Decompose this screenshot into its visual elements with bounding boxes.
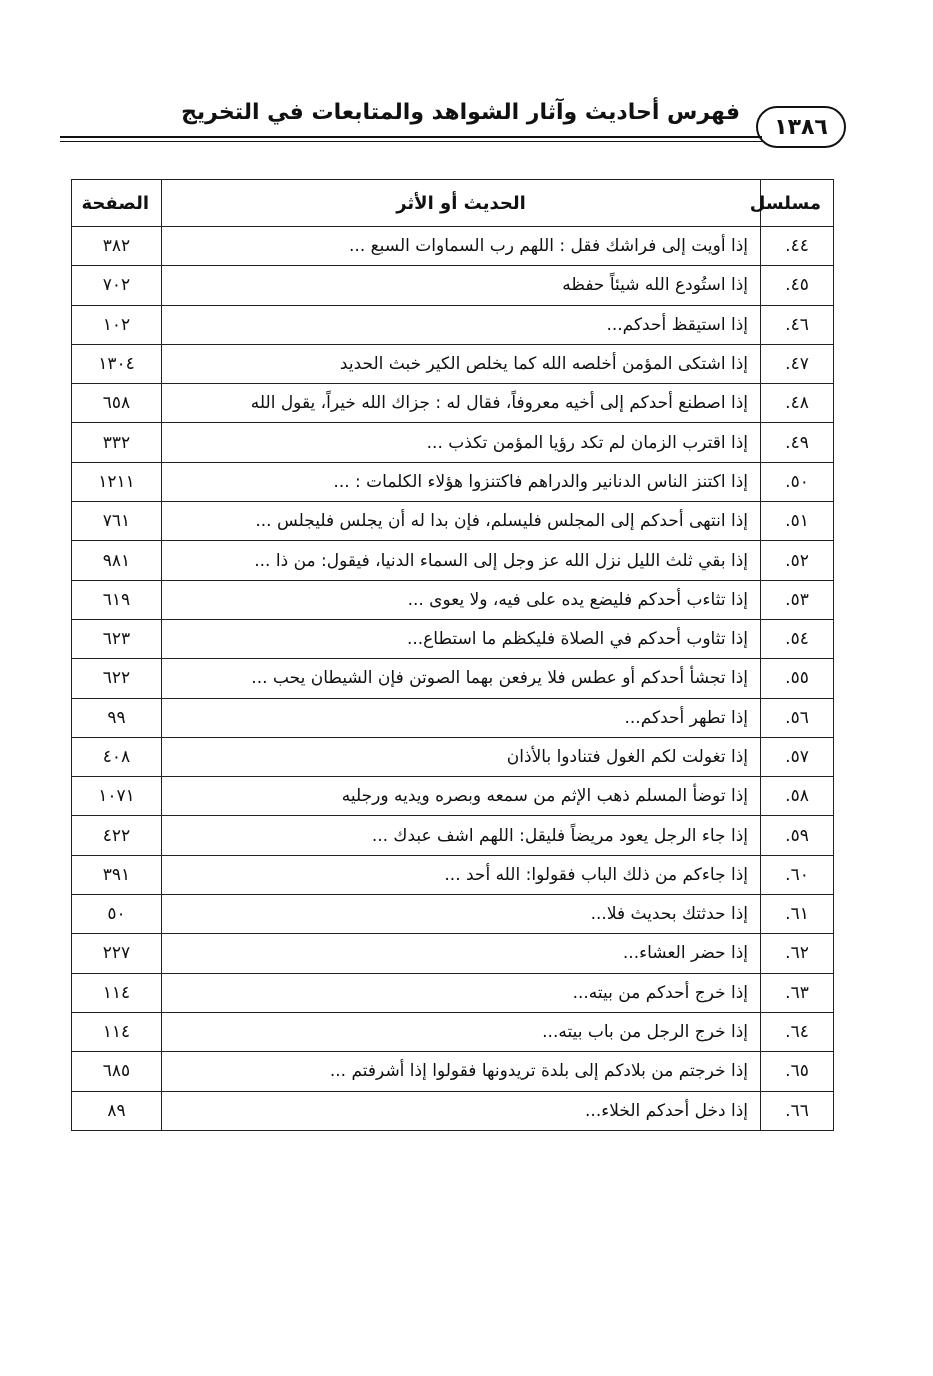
serial-cell: ٦٣.: [761, 973, 834, 1012]
table-row: [72, 266, 834, 305]
hadith-text-cell: إذا اصطنع أحدكم إلى أخيه معروفاً، فقال له : جزاك الله خيراً، يقول الله: [162, 384, 761, 423]
serial-cell: ٤٨.: [761, 384, 834, 423]
hadith-text-cell: إذا تثاءب أحدكم فليضع يده على فيه، ولا يعوى ...: [162, 580, 761, 619]
table-row: [72, 737, 834, 776]
serial-cell: ٥٦.: [761, 698, 834, 737]
serial-cell: ٥٥.: [761, 659, 834, 698]
page-cell: ٦٢٣: [72, 619, 162, 658]
serial-cell: ٤٧.: [761, 344, 834, 383]
table-row: [72, 1012, 834, 1051]
serial-cell: ٥٠.: [761, 462, 834, 501]
serial-cell: ٤٦.: [761, 305, 834, 344]
hadith-text-cell: إذا حدثتك بحديث فلا...: [162, 895, 761, 934]
serial-cell: ٦٥.: [761, 1052, 834, 1091]
serial-column-header: مسلسل: [761, 180, 834, 227]
serial-cell: ٥٨.: [761, 777, 834, 816]
table-row: [72, 659, 834, 698]
table-row: [72, 619, 834, 658]
text-column-header: الحديث أو الأثر: [162, 180, 761, 227]
page-cell: ٥٠: [72, 895, 162, 934]
hadith-text-cell: إذا اكتنز الناس الدنانير والدراهم فاكتنزوا هؤلاء الكلمات : ...: [162, 462, 761, 501]
serial-cell: ٦٤.: [761, 1012, 834, 1051]
page-cell: ١٣٠٤: [72, 344, 162, 383]
hadith-text-cell: إذا توضأ المسلم ذهب الإثم من سمعه وبصره ويديه ورجليه: [162, 777, 761, 816]
table-row: [72, 1091, 834, 1130]
hadith-text-cell: إذا دخل أحدكم الخلاء...: [162, 1091, 761, 1130]
page-cell: ٦٢٢: [72, 659, 162, 698]
table-row: [72, 462, 834, 501]
hadith-index-table: [71, 179, 834, 1131]
hadith-text-cell: إذا خرج الرجل من باب بيته...: [162, 1012, 761, 1051]
hadith-text-cell: إذا اقترب الزمان لم تكد رؤيا المؤمن تكذب ...: [162, 423, 761, 462]
table-row: [72, 580, 834, 619]
serial-cell: ٥٢.: [761, 541, 834, 580]
hadith-text-cell: إذا جاءكم من ذلك الباب فقولوا: الله أحد ...: [162, 855, 761, 894]
table-row: [72, 384, 834, 423]
serial-cell: ٤٩.: [761, 423, 834, 462]
hadith-text-cell: إذا تجشأ أحدكم أو عطس فلا يرفعن بهما الصوتن فإن الشيطان يحب ...: [162, 659, 761, 698]
page-cell: ٧٠٢: [72, 266, 162, 305]
page-cell: ٤٠٨: [72, 737, 162, 776]
hadith-text-cell: إذا خرج أحدكم من بيته...: [162, 973, 761, 1012]
serial-cell: ٤٤.: [761, 227, 834, 266]
hadith-text-cell: إذا خرجتم من بلادكم إلى بلدة تريدونها فقولوا إذا أشرفتم ...: [162, 1052, 761, 1091]
serial-cell: ٦٦.: [761, 1091, 834, 1130]
hadith-text-cell: إذا حضر العشاء...: [162, 934, 761, 973]
page-number-badge: ١٣٨٦: [756, 106, 846, 148]
page-cell: ٦١٩: [72, 580, 162, 619]
hadith-text-cell: إذا تثاوب أحدكم في الصلاة فليكظم ما استطاع...: [162, 619, 761, 658]
page-cell: ١٠٧١: [72, 777, 162, 816]
page-cell: ٩٩: [72, 698, 162, 737]
serial-cell: ٤٥.: [761, 266, 834, 305]
serial-cell: ٥٩.: [761, 816, 834, 855]
hadith-text-cell: إذا بقي ثلث الليل نزل الله عز وجل إلى السماء الدنيا، فيقول: من ذا ...: [162, 541, 761, 580]
hadith-text-cell: إذا تطهر أحدكم...: [162, 698, 761, 737]
page-cell: ٧٦١: [72, 502, 162, 541]
table-row: [72, 855, 834, 894]
page-cell: ٤٢٢: [72, 816, 162, 855]
serial-cell: ٥١.: [761, 502, 834, 541]
page-cell: ٣٨٢: [72, 227, 162, 266]
table-row: [72, 502, 834, 541]
page-cell: ٣٣٢: [72, 423, 162, 462]
running-title: فهرس أحاديث وآثار الشواهد والمتابعات في التخريج: [181, 100, 740, 125]
table-row: [72, 973, 834, 1012]
serial-cell: ٦٠.: [761, 855, 834, 894]
hadith-text-cell: إذا تغولت لكم الغول فتنادوا بالأذان: [162, 737, 761, 776]
page-cell: ٢٢٧: [72, 934, 162, 973]
table-row: [72, 344, 834, 383]
table-row: [72, 777, 834, 816]
hadith-text-cell: إذا أويت إلى فراشك فقل : اللهم رب السماوات السبع ...: [162, 227, 761, 266]
header-rule: [60, 136, 762, 138]
page-cell: ١١٤: [72, 973, 162, 1012]
table-row: [72, 698, 834, 737]
page-cell: ٩٨١: [72, 541, 162, 580]
header-rule-thin: [60, 141, 762, 142]
table-row: [72, 227, 834, 266]
table-row: [72, 816, 834, 855]
page-cell: ١٠٢: [72, 305, 162, 344]
table-row: [72, 934, 834, 973]
table-header-row: [72, 180, 834, 227]
table-row: [72, 305, 834, 344]
hadith-text-cell: إذا جاء الرجل يعود مريضاً فليقل: اللهم اشف عبدك ...: [162, 816, 761, 855]
serial-cell: ٥٣.: [761, 580, 834, 619]
page-cell: ١١٤: [72, 1012, 162, 1051]
table-row: [72, 541, 834, 580]
serial-cell: ٦٢.: [761, 934, 834, 973]
hadith-text-cell: إذا استيقظ أحدكم...: [162, 305, 761, 344]
page-header: [60, 96, 850, 160]
page-cell: ٦٥٨: [72, 384, 162, 423]
hadith-text-cell: إذا انتهى أحدكم إلى المجلس فليسلم، فإن بدا له أن يجلس فليجلس ...: [162, 502, 761, 541]
table-row: [72, 423, 834, 462]
page-cell: ١٢١١: [72, 462, 162, 501]
page-cell: ٦٨٥: [72, 1052, 162, 1091]
table-row: [72, 895, 834, 934]
page-cell: ٨٩: [72, 1091, 162, 1130]
serial-cell: ٥٧.: [761, 737, 834, 776]
hadith-text-cell: إذا اشتكى المؤمن أخلصه الله كما يخلص الكير خبث الحديد: [162, 344, 761, 383]
serial-cell: ٦١.: [761, 895, 834, 934]
page-column-header: الصفحة: [72, 180, 162, 227]
table-row: [72, 1052, 834, 1091]
serial-cell: ٥٤.: [761, 619, 834, 658]
hadith-text-cell: إذا استُودع الله شيئاً حفظه: [162, 266, 761, 305]
page-cell: ٣٩١: [72, 855, 162, 894]
